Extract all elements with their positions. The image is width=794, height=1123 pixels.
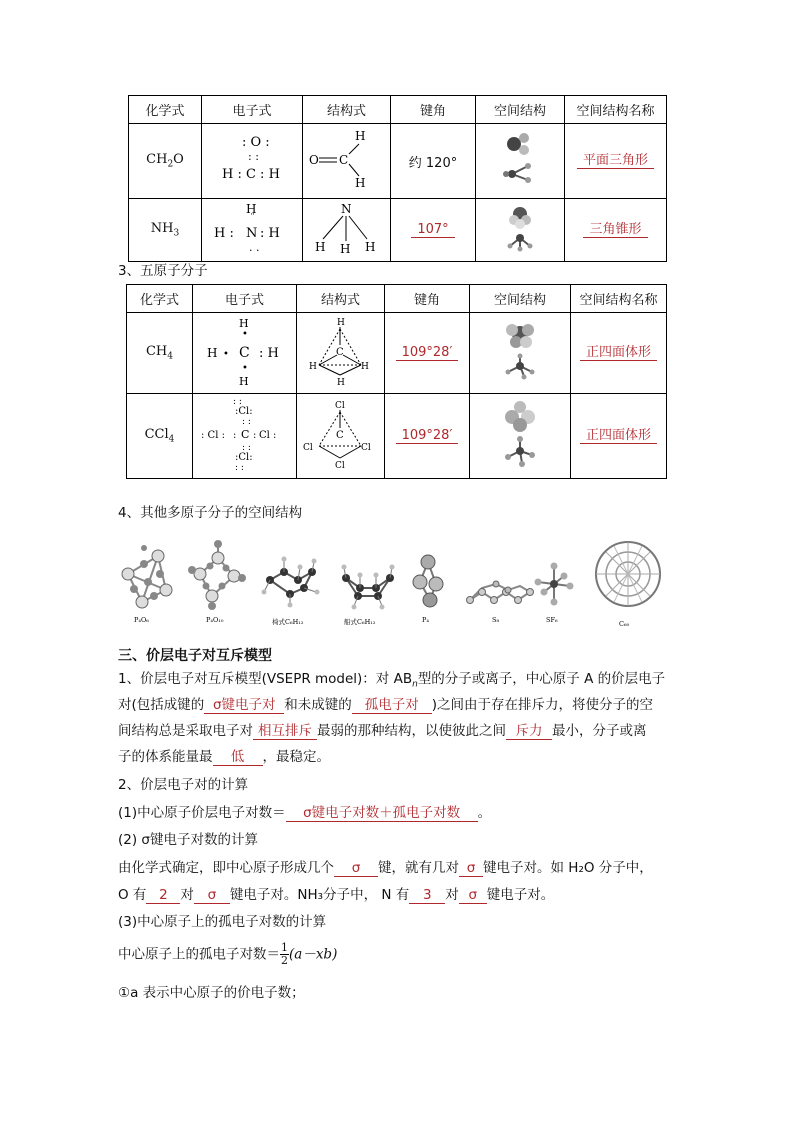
- svg-text:Cl: Cl: [303, 443, 313, 453]
- svg-text:: O :: : O :: [242, 135, 270, 150]
- svg-text:H: H: [246, 202, 257, 216]
- 3d-model-icon: [476, 124, 565, 199]
- svg-text:•: •: [241, 363, 248, 374]
- calc2-line2: O 有 2 对 σ 键电子对。NH₃分子中， N 有 3 对 σ 键电子对。: [118, 887, 555, 903]
- structural-formula-diagram: [303, 124, 391, 199]
- svg-text::: :: [232, 430, 236, 441]
- svg-text:Cl: Cl: [335, 401, 345, 411]
- svg-text:: H: : H: [260, 226, 280, 241]
- svg-text:: :: : :: [241, 417, 251, 427]
- svg-text:H: H: [238, 317, 249, 330]
- svg-text:H : C : H: H : C : H: [222, 167, 280, 182]
- svg-text:N: N: [246, 226, 258, 241]
- answer-mutual-repulsion: 相互排斥: [253, 723, 317, 740]
- heading-vsepr: 三、价层电子对互斥模型: [118, 648, 272, 664]
- molecule-label: P₄: [422, 616, 429, 624]
- shape-name-answer: 正四面体形: [580, 428, 657, 444]
- svg-text:H: H: [340, 242, 351, 256]
- p4o6-model-icon: [122, 545, 172, 608]
- header-structural: 结构式: [297, 285, 385, 313]
- boat-cyclohexane-model-icon: [342, 565, 395, 610]
- svg-text:H: H: [309, 362, 317, 372]
- svg-text:H: H: [206, 346, 217, 360]
- note-valence-electrons: ①a 表示中心原子的价电子数；: [118, 985, 305, 1001]
- molecule-label: P₄O₁₀: [206, 616, 224, 624]
- calc-title: 2、价层电子对的计算: [118, 777, 249, 793]
- header-electron: 电子式: [202, 96, 303, 124]
- answer-sigma: σ: [459, 887, 487, 904]
- structural-formula-diagram: [303, 199, 391, 262]
- svg-text:: :: : :: [232, 397, 242, 407]
- bond-angle-answer: 109°28′: [396, 428, 459, 444]
- lone-pair-formula: 中心原子上的孤电子对数＝ $\frac{1}{2}$ (a－xb): [118, 941, 338, 967]
- molecule-table-1: [128, 95, 667, 262]
- p4-model-icon: [413, 555, 443, 607]
- answer-n-count: 3: [409, 887, 445, 904]
- header-formula: 化学式: [129, 96, 202, 124]
- svg-text:: :: : :: [241, 443, 251, 453]
- c60-model-icon: [596, 542, 660, 606]
- bond-angle-cell: [385, 394, 470, 479]
- bond-angle: 约 120°: [391, 124, 476, 199]
- svg-text:H :: H :: [214, 226, 234, 241]
- svg-text:H: H: [238, 375, 249, 388]
- molecule-label: 椅式C₆H₁₂: [272, 618, 304, 626]
- svg-text:: :: : :: [248, 150, 259, 163]
- svg-text:¨: ¨: [250, 213, 255, 224]
- molecule-figures: [114, 534, 674, 630]
- table-row: [127, 313, 667, 394]
- header-angle: 键角: [385, 285, 470, 313]
- svg-text:H: H: [337, 318, 345, 328]
- electron-formula-diagram: [202, 199, 303, 262]
- formula-cell: $NH_3$: [129, 199, 202, 262]
- header-shape-name: 空间结构名称: [571, 285, 667, 313]
- shape-name-answer: 正四面体形: [580, 345, 657, 361]
- shape-name-cell: [571, 313, 667, 394]
- answer-valence-pairs: σ键电子对数＋孤电子对数: [286, 805, 478, 822]
- formula-cell: CCl$_4$: [127, 394, 193, 479]
- svg-text:C: C: [336, 347, 344, 358]
- para-vsepr-line1: 1、价层电子对互斥模型(VSEPR model)：对 $AB_n$型的分子或离子，中心原子 A 的价层电子: [118, 671, 666, 690]
- calc1-line: (1)中心原子价层电子对数＝ σ键电子对数＋孤电子对数 。: [118, 805, 492, 821]
- svg-text:•: •: [241, 329, 248, 340]
- sf6-model-icon: [535, 563, 574, 606]
- answer-lowest: 低: [213, 749, 263, 766]
- s8-model-icon: [467, 581, 534, 604]
- para-vsepr-line3: 间结构总是采取电子对 相互排斥 最弱的那种结构，以使彼此之间 斥力 最小，分子或离: [118, 723, 647, 739]
- bond-angle-cell: [385, 313, 470, 394]
- svg-text:: :: : :: [234, 463, 244, 473]
- svg-text::Cl:: :Cl:: [234, 452, 253, 463]
- svg-text:C: C: [240, 428, 249, 441]
- svg-text:H: H: [315, 240, 326, 254]
- svg-text:H: H: [355, 129, 366, 143]
- section-title-five-atom: 3、五原子分子: [118, 263, 208, 279]
- molecule-label: S₈: [492, 616, 500, 624]
- formula-cell: $CH_4$: [127, 313, 193, 394]
- para-vsepr-line4: 子的体系能量最 低 ，最稳定。: [118, 749, 330, 765]
- table-row: [127, 394, 667, 479]
- header-formula: 化学式: [127, 285, 193, 313]
- header-angle: 键角: [391, 96, 476, 124]
- svg-text:C: C: [238, 345, 250, 361]
- svg-text:: H: : H: [258, 346, 279, 361]
- header-electron: 电子式: [193, 285, 297, 313]
- calc2-title: (2) σ键电子对数的计算: [118, 832, 258, 848]
- molecule-label: 船式C₆H₁₂: [344, 618, 376, 626]
- section-title-other-molecules: 4、其他多原子分子的空间结构: [118, 505, 303, 521]
- answer-lone-pairs: 孤电子对: [352, 697, 432, 714]
- bond-angle-answer: 109°28′: [396, 345, 459, 361]
- svg-text:O: O: [309, 153, 319, 167]
- answer-sigma: σ: [459, 860, 483, 877]
- svg-text:N: N: [341, 202, 352, 216]
- svg-text:Cl :: Cl :: [258, 430, 276, 441]
- formula-cell: $CH_2O$: [129, 124, 202, 199]
- answer-sigma-pairs: σ键电子对: [204, 697, 284, 714]
- shape-name-cell: [565, 124, 667, 199]
- chair-cyclohexane-model-icon: [262, 557, 320, 608]
- para-vsepr-line2: 对(包括成键的 σ键电子对 和未成键的 孤电子对 )之间由于存在排斥力，将使分子的空: [118, 697, 654, 713]
- electron-formula-diagram: [193, 313, 297, 394]
- answer-o-count: 2: [146, 887, 180, 904]
- header-structural: 结构式: [303, 96, 391, 124]
- shape-name-answer: 三角锥形: [583, 222, 647, 238]
- table-row: [129, 199, 667, 262]
- molecule-label: C₆₀: [619, 620, 630, 628]
- answer-repulsion: 斥力: [506, 723, 552, 740]
- svg-text:Cl: Cl: [361, 443, 371, 453]
- bond-angle-cell: [391, 199, 476, 262]
- p4o10-model-icon: [188, 540, 246, 610]
- answer-sigma: σ: [334, 860, 378, 877]
- svg-text:Cl: Cl: [335, 461, 345, 471]
- svg-text:H: H: [361, 362, 369, 372]
- svg-text::Cl:: :Cl:: [234, 406, 253, 417]
- electron-formula-diagram: [193, 394, 297, 479]
- molecule-label: SF₆: [546, 616, 558, 624]
- molecule-table-2: [126, 284, 667, 479]
- svg-text:H: H: [365, 240, 376, 254]
- shape-name-cell: [565, 199, 667, 262]
- svg-text:H: H: [337, 378, 345, 388]
- svg-text:C: C: [336, 430, 344, 441]
- svg-text:H: H: [355, 176, 366, 190]
- svg-text::: :: [252, 430, 256, 441]
- structural-formula-diagram: [297, 394, 385, 479]
- svg-text:C: C: [339, 153, 349, 167]
- molecule-label: P₄O₆: [134, 616, 149, 624]
- svg-text:: Cl :: : Cl :: [200, 430, 225, 441]
- table-row: [129, 124, 667, 199]
- shape-name-cell: [571, 394, 667, 479]
- calc3-title: (3)中心原子上的孤电子对数的计算: [118, 914, 327, 930]
- structural-formula-diagram: [297, 313, 385, 394]
- 3d-model-icon: [470, 313, 571, 394]
- answer-sigma: σ: [194, 887, 230, 904]
- header-shape-name: 空间结构名称: [565, 96, 667, 124]
- header-shape: 空间结构: [470, 285, 571, 313]
- shape-name-answer: 平面三角形: [577, 153, 654, 169]
- 3d-model-icon: [470, 394, 571, 479]
- calc2-line1: 由化学式确定，即中心原子形成几个 σ 键，就有几对 σ 键电子对。如 H₂O 分子中，: [118, 860, 653, 876]
- bond-angle-answer: 107°: [411, 222, 454, 238]
- svg-text:. .: . .: [249, 241, 260, 254]
- 3d-model-icon: [476, 199, 565, 262]
- header-shape: 空间结构: [476, 96, 565, 124]
- electron-formula-diagram: [202, 124, 303, 199]
- svg-text:•: •: [222, 349, 229, 360]
